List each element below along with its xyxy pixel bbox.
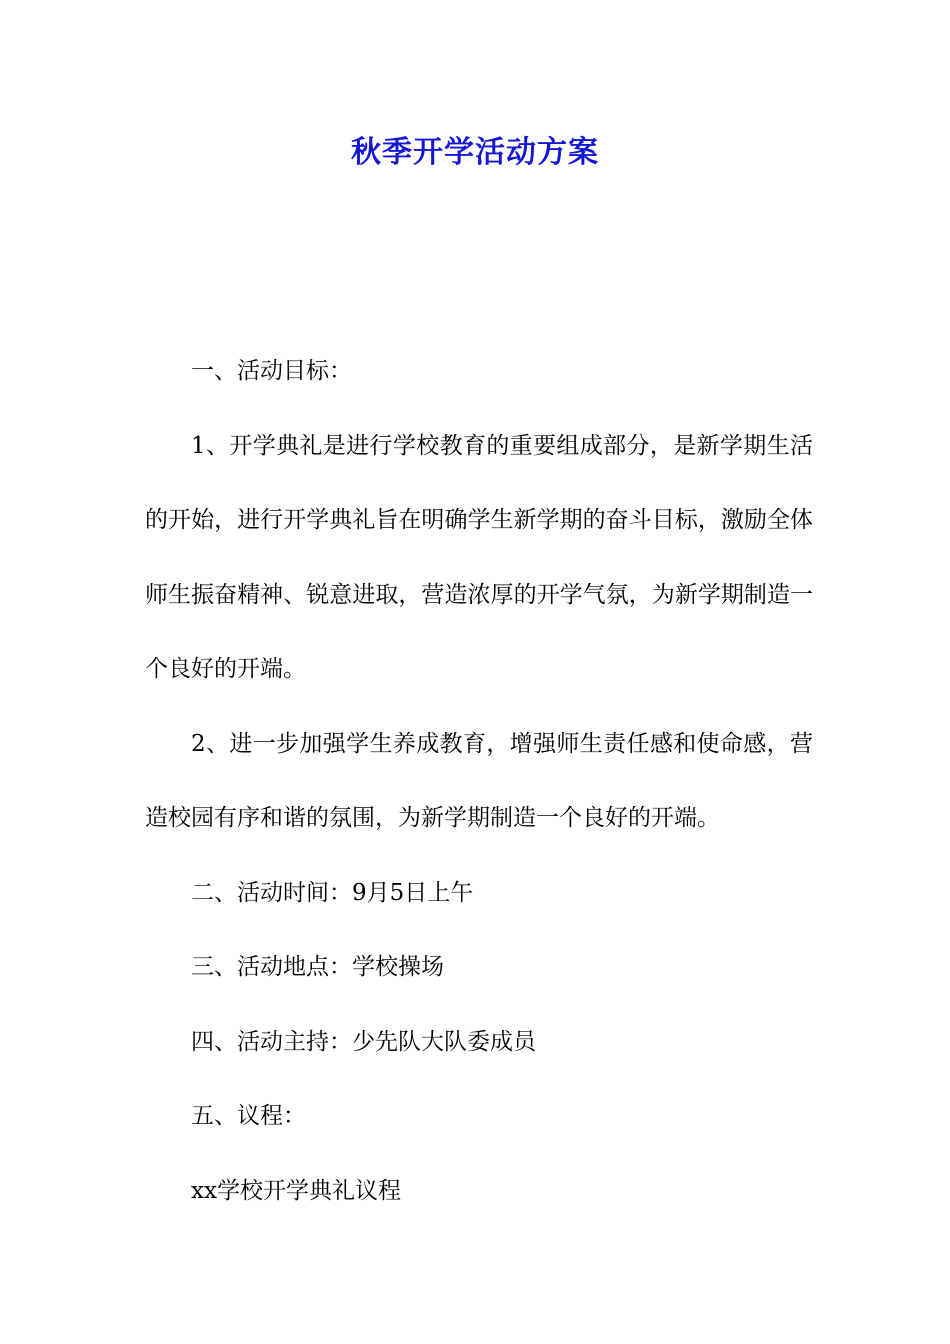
activity-host: 四、活动主持：少先队大队委成员 <box>191 1028 536 1055</box>
document-title: 秋季开学活动方案 <box>351 135 599 170</box>
activity-time: 二、活动时间：9月5日上午 <box>191 879 474 906</box>
activity-location: 三、活动地点：学校操场 <box>191 954 444 980</box>
goal-item-1: 1、开学典礼是进行学校教育的重要组成部分，是新学期生活的开始，进行开学典礼旨在明确学生新学期的奋斗目标，激励全体师生振奋精神、锐意进取，营造浓厚的开学气氛，为新学期制造一个良好的开端。 <box>145 432 813 682</box>
section-heading-goals: 一、活动目标： <box>191 358 352 384</box>
goal-item-2: 2、进一步加强学生养成教育，增强师生责任感和使命感，营造校园有序和谐的氛围，为新学期制造一个良好的开端。 <box>145 730 813 831</box>
document-body <box>145 334 813 1228</box>
agenda-title: xx学校开学典礼议程 <box>191 1177 401 1204</box>
section-heading-agenda: 五、议程： <box>191 1103 306 1129</box>
